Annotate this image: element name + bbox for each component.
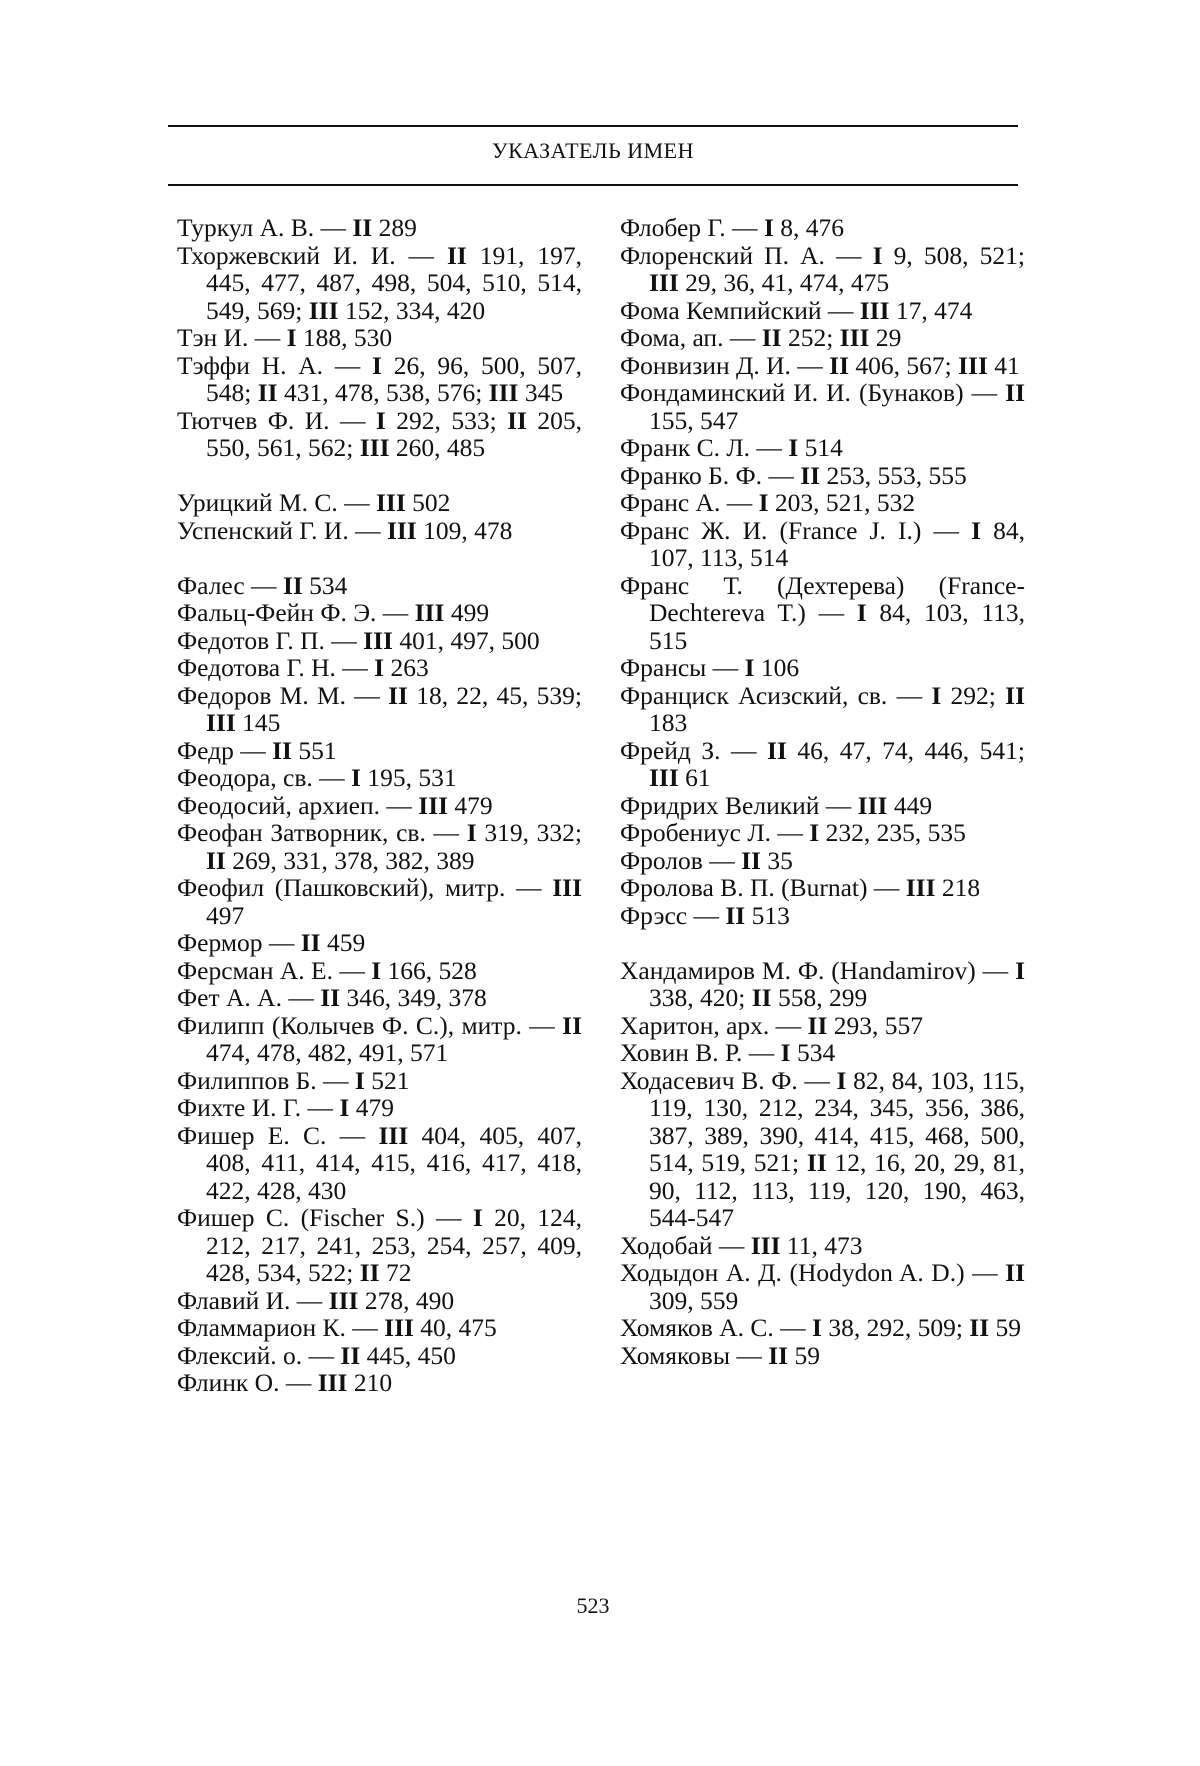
volume-number: II xyxy=(800,460,821,490)
index-entry: Федоров М. М. — II 18, 22, 45, 539; III 145 xyxy=(177,680,582,737)
index-entry: Ферсман А. Е. — I 166, 528 xyxy=(177,955,477,985)
volume-number: I xyxy=(931,680,942,710)
volume-number: II xyxy=(767,735,787,765)
volume-number: I xyxy=(1015,955,1025,985)
index-entry: Харитон, арх. — II 293, 557 xyxy=(620,1010,924,1040)
volume-number: II xyxy=(751,983,772,1012)
index-entry: Фридрих Великий — III 449 xyxy=(620,790,933,820)
volume-number: II xyxy=(768,1340,789,1370)
index-entry: Фихте И. Г. — I 479 xyxy=(177,1093,394,1122)
volume-number: I xyxy=(472,1203,483,1232)
volume-number: II xyxy=(388,680,408,710)
index-entry: Фалес — II 534 xyxy=(177,570,348,600)
index-entry: Тэффи Н. А. — I 26, 96, 500, 507, 548; II 431, 478, 538, 576; III 345 xyxy=(177,350,582,407)
index-entry: Туркул А. В. — II 289 xyxy=(177,213,417,242)
running-head: УКАЗАТЕЛЬ ИМЕН xyxy=(492,138,694,163)
index-column-right xyxy=(620,214,1025,1369)
volume-number: III xyxy=(649,268,679,297)
index-entry: Ходобай — III 11, 473 xyxy=(620,1230,863,1260)
index-entry: Урицкий М. С. — III 502 xyxy=(177,488,451,517)
volume-number: II xyxy=(507,405,527,435)
volume-number: II xyxy=(282,570,303,600)
volume-number: III xyxy=(859,295,890,325)
volume-number: III xyxy=(375,488,406,517)
volume-number: I xyxy=(339,1093,350,1122)
index-entry: Фома, ап. — II 252; III 29 xyxy=(620,323,902,352)
volume-number: III xyxy=(418,790,449,820)
volume-number: III xyxy=(857,790,888,820)
index-entry: Тэн И. — I 188, 530 xyxy=(177,323,393,352)
volume-number: III xyxy=(308,295,339,325)
volume-number: I xyxy=(372,350,382,380)
volume-number: I xyxy=(763,213,774,242)
volume-number: II xyxy=(806,1148,827,1177)
index-entry: Ходыдон А. Д. (Hodydon A. D.) — II 309, 559 xyxy=(620,1258,1025,1315)
index-entry: Тютчев Ф. И. — I 292, 533; II 205, 550, 561, 562; III 260, 485 xyxy=(177,405,582,462)
index-entry: Ховин В. Р. — I 534 xyxy=(620,1038,836,1067)
volume-number: I xyxy=(836,1065,847,1095)
index-entry: Филипп (Колычев Ф. С.), митр. — II 474, 478, 482, 491, 571 xyxy=(177,1010,582,1067)
index-entry: Фонвизин Д. И. — II 406, 567; III 41 xyxy=(620,350,1020,380)
index-entry: Фролов — II 35 xyxy=(620,845,793,875)
index-entry: Филиппов Б. — I 521 xyxy=(177,1065,410,1095)
volume-number: I xyxy=(374,653,385,682)
index-entry: Франциск Асизский, св. — I 292; II 183 xyxy=(620,680,1025,737)
index-entry: Феофил (Пашковский), митр. — III 497 xyxy=(177,873,582,930)
volume-number: I xyxy=(351,763,361,792)
volume-number: II xyxy=(340,1340,361,1370)
index-entry: Фробениус Л. — I 232, 235, 535 xyxy=(620,818,966,847)
index-entry: Франко Б. Ф. — II 253, 553, 555 xyxy=(620,460,967,490)
index-entry: Фальц-Фейн Ф. Э. — III 499 xyxy=(177,598,490,627)
page-number: 523 xyxy=(576,1593,610,1618)
index-entry: Франс А. — I 203, 521, 532 xyxy=(620,488,916,517)
index-entry: Федотова Г. Н. — I 263 xyxy=(177,653,429,682)
volume-number: I xyxy=(354,1065,365,1095)
volume-number: III xyxy=(384,1313,414,1342)
volume-number: III xyxy=(317,1368,348,1397)
volume-number: I xyxy=(780,1038,791,1067)
index-entry: Франс Т. (Дехтерева) (France-Dechtereva T.) — I 84, 103, 113, 515 xyxy=(620,570,1025,655)
volume-number: II xyxy=(741,845,761,875)
volume-number: I xyxy=(872,240,883,270)
index-entry: Фишер Е. С. — III 404, 405, 407, 408, 411, 414, 415, 416, 417, 418, 422, 428, 430 xyxy=(177,1120,582,1205)
index-entry: Франсы — I 106 xyxy=(620,653,800,682)
header-rule-top xyxy=(168,125,1018,127)
index-entry: Фишер С. (Fischer S.) — I 20, 124, 212, 217, 241, 253, 254, 257, 409, 428, 534, 522; II 72 xyxy=(177,1203,582,1287)
index-entry: Франк С. Л. — I 514 xyxy=(620,433,843,462)
volume-number: III xyxy=(206,708,236,737)
volume-number: II xyxy=(1005,1258,1025,1287)
volume-number: III xyxy=(378,1120,409,1150)
index-entry: Феофан Затворник, св. — I 319, 332; II 269, 331, 378, 382, 389 xyxy=(177,818,583,875)
volume-number: II xyxy=(206,845,226,875)
volume-number: II xyxy=(1005,680,1025,710)
index-entry: Флобер Г. — I 8, 476 xyxy=(620,213,844,242)
volume-number: II xyxy=(969,1313,990,1342)
volume-number: III xyxy=(359,433,390,462)
index-entry: Фрейд З. — II 46, 47, 74, 446, 541; III 61 xyxy=(620,735,1025,792)
volume-number: II xyxy=(807,1010,828,1040)
volume-number: III xyxy=(958,350,988,380)
header-rule-bottom xyxy=(168,184,1018,186)
volume-number: II xyxy=(761,323,782,352)
volume-number: I xyxy=(744,653,755,682)
volume-number: III xyxy=(905,873,936,902)
index-entry: Фламмарион К. — III 40, 475 xyxy=(177,1313,497,1342)
index-entry: Фермор — II 459 xyxy=(177,928,366,957)
volume-number: II xyxy=(829,350,850,380)
index-entry: Хомяковы — II 59 xyxy=(620,1340,820,1370)
volume-number: I xyxy=(812,1313,822,1342)
volume-number: III xyxy=(488,378,519,407)
volume-number: I xyxy=(375,405,386,435)
volume-number: III xyxy=(750,1230,781,1260)
index-entry: Ходасевич В. Ф. — I 82, 84, 103, 115, 119, 130, 212, 234, 345, 356, 386, 387, 389, 390, 414, 415, 468, 500, 514, 519, 521; II 12, 16, 20, 29, 81, 90, 112, 113, 119, 120, 190, 463, 544-547 xyxy=(620,1065,1025,1232)
index-entry: Успенский Г. И. — III 109, 478 xyxy=(177,515,513,545)
volume-number: III xyxy=(552,873,582,902)
index-entry: Тхоржевский И. И. — II 191, 197, 445, 477, 487, 498, 504, 510, 514, 549, 569; III 152, 334, 420 xyxy=(177,240,582,325)
volume-number: II xyxy=(257,378,278,407)
index-entry: Фома Кемпийский — III 17, 474 xyxy=(620,295,973,325)
volume-number: II xyxy=(300,928,321,957)
volume-number: III xyxy=(414,598,445,627)
index-entry: Флоренский П. А. — I 9, 508, 521; III 29, 36, 41, 474, 475 xyxy=(620,240,1025,297)
volume-number: III xyxy=(328,1285,359,1315)
index-entry: Хандамиров М. Ф. (Handamirov) — I 338, 420; II 558, 299 xyxy=(620,955,1025,1012)
volume-number: II xyxy=(446,240,467,270)
volume-number: III xyxy=(649,763,679,792)
volume-number: I xyxy=(856,598,867,627)
volume-number: I xyxy=(371,955,382,985)
index-entry: Феодора, св. — I 195, 531 xyxy=(177,763,457,792)
volume-number: I xyxy=(788,433,799,462)
volume-number: II xyxy=(272,735,292,765)
volume-number: II xyxy=(352,213,373,242)
index-entry: Федр — II 551 xyxy=(177,735,337,765)
volume-number: II xyxy=(359,1258,380,1287)
index-entry: Фролова В. П. (Burnat) — III 218 xyxy=(620,873,981,902)
index-entry: Хомяков А. С. — I 38, 292, 509; II 59 xyxy=(620,1313,1022,1342)
index-entry: Фондаминский И. И. (Бунаков) — II 155, 547 xyxy=(620,378,1025,435)
volume-number: III xyxy=(386,515,417,545)
index-entry: Флексий. о. — II 445, 450 xyxy=(177,1340,456,1370)
volume-number: I xyxy=(809,818,820,847)
index-entry: Фет А. А. — II 346, 349, 378 xyxy=(177,983,487,1012)
index-entry: Феодосий, архиеп. — III 479 xyxy=(177,790,493,820)
index-entry: Флавий И. — III 278, 490 xyxy=(177,1285,455,1315)
index-entry: Флинк О. — III 210 xyxy=(177,1368,393,1397)
volume-number: III xyxy=(839,323,870,352)
volume-number: I xyxy=(971,515,982,545)
volume-number: II xyxy=(562,1010,582,1040)
volume-number: II xyxy=(320,983,341,1012)
index-column-left xyxy=(177,214,582,1397)
index-entry: Фрэсс — II 513 xyxy=(620,900,790,930)
volume-number: III xyxy=(363,625,393,655)
index-entry: Франс Ж. И. (France J. I.) — I 84, 107, 113, 514 xyxy=(620,515,1026,572)
volume-number: I xyxy=(758,488,769,517)
volume-number: II xyxy=(725,900,746,930)
volume-number: II xyxy=(1005,378,1025,407)
volume-number: I xyxy=(286,323,297,352)
index-entry: Федотов Г. П. — III 401, 497, 500 xyxy=(177,625,540,655)
volume-number: I xyxy=(466,818,477,847)
